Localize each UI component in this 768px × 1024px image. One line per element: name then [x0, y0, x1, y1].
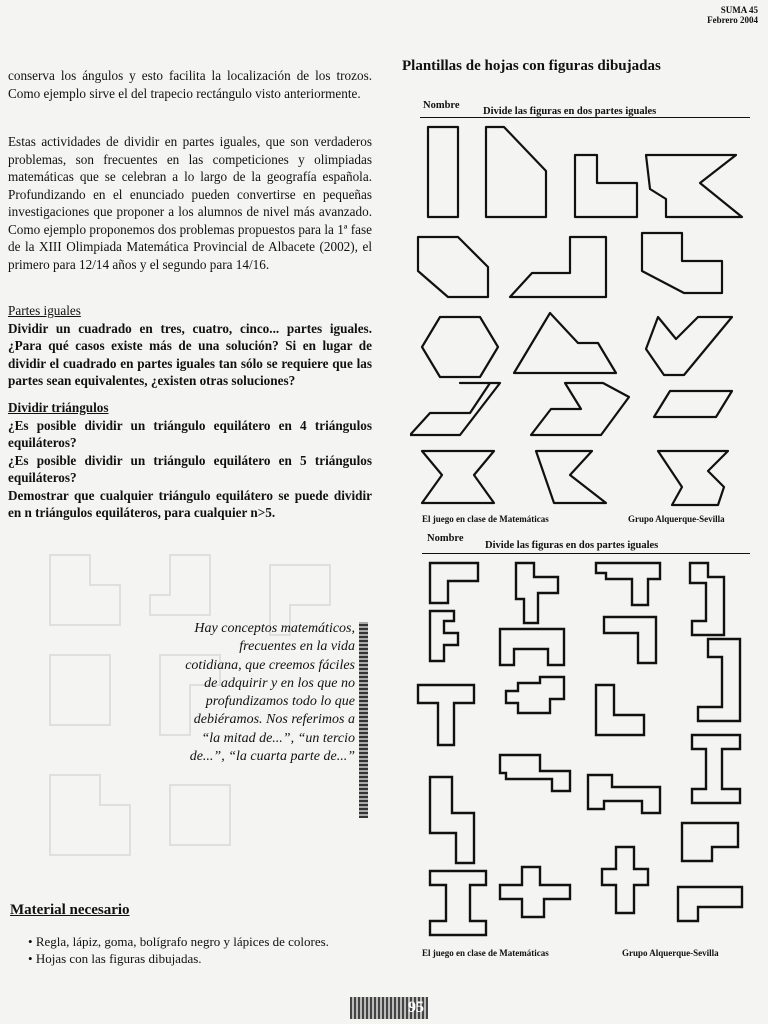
section-equal-parts	[8, 302, 372, 390]
figure-z-parallelogram	[646, 155, 742, 217]
material-list	[28, 933, 329, 967]
figure-hourglass-small	[658, 451, 728, 505]
sheet2-footer-left: El juego en clase de Matemáticas	[422, 948, 549, 958]
figure-parallelogram	[654, 391, 732, 417]
paragraph-2: Estas actividades de dividir en partes iguales, que son verdaderos problemas, son frecuentes en las competiciones y olimpiadas matemáticas que se celebran a lo largo de la geografía española. Profundizando en el enunciado pueden convertirse en pequeñas investigaciones que proponer a los alumnos de nivel más avanzado. Como ejemplo proponemos dos problemas propuestos para la 1ª fase de la XIII Olimpiada Matemática Provincial de Albacete (2002), el primero para 12/14 años y el segundo para 14/16.	[8, 134, 372, 272]
page-number: 95	[350, 997, 428, 1019]
sheet1-footer-left: El juego en clase de Matemáticas	[422, 514, 549, 524]
material-item: • Hojas con las figuras dibujadas.	[28, 950, 329, 967]
figure-l-parallelogram	[531, 383, 629, 435]
intro-paragraph	[8, 67, 372, 102]
material-item: • Regla, lápiz, goma, bolígrafo negro y lápices de colores.	[28, 933, 329, 950]
figure-triangle-square	[514, 313, 616, 373]
quote-bar	[359, 622, 368, 818]
figure-bolt	[536, 451, 606, 503]
sheet1-name-label: Nombre	[423, 100, 460, 111]
figure-trapezoid-step	[510, 237, 606, 297]
triangles-question-2: ¿Es posible dividir un triángulo equilátero en 5 triángulos equiláteros?	[8, 452, 372, 485]
pull-quote: Hay conceptos matemáticos, frecuentes en la vida cotidiana, que creemos fáciles de adquirir y en los que no profundizamos todo lo que debiéramos. Nos referimos a “la mitad de...”, “un tercio de...”, “la cuarta parte de...”	[185, 621, 355, 765]
equal-parts-text: Dividir un cuadrado en tres, cuatro, cinco... partes iguales. ¿Para qué casos existe más de una solución? Si en lugar de dividir el cuadrado en partes iguales tan sólo se requiere que las partes sean equivalentes, ¿existen otras soluciones?	[8, 320, 372, 388]
figure-trapezoid	[486, 127, 546, 217]
figure-parallelogram-step	[410, 383, 500, 435]
issue-date: Febrero 2004	[707, 15, 758, 25]
figure-hourglass	[422, 451, 494, 503]
journal-name: SUMA 45	[720, 5, 758, 15]
figure-l-shape	[575, 155, 637, 217]
sheet1-figures	[410, 115, 750, 510]
figure-v-shape	[646, 317, 732, 375]
sheet2-figures	[410, 555, 750, 945]
section-title-equal-parts: Partes iguales	[8, 303, 81, 318]
triangles-question-3: Demostrar que cualquier triángulo equilátero se puede dividir en n triángulos equiláteros, para cualquier n>5.	[8, 487, 372, 520]
running-header	[707, 5, 758, 25]
sheet2-name-label: Nombre	[427, 533, 464, 544]
figure-step-shape	[642, 233, 722, 293]
material-title: Material necesario	[10, 902, 130, 918]
sheet1-footer-right: Grupo Alquerque-Sevilla	[628, 514, 725, 524]
templates-title: Plantillas de hojas con figuras dibujadas	[402, 58, 661, 74]
section-title-triangles: Dividir triángulos	[8, 400, 109, 415]
sheet2-instruction: Divide las figuras en dos partes iguales	[485, 540, 659, 551]
triangles-question-1: ¿Es posible dividir un triángulo equilátero en 4 triángulos equiláteros?	[8, 417, 372, 450]
sheet2-rule	[422, 553, 750, 554]
sheet2-footer-right: Grupo Alquerque-Sevilla	[622, 948, 719, 958]
figure-hexagon	[422, 317, 498, 377]
paragraph-1: conserva los ángulos y esto facilita la localización de los trozos. Como ejemplo sirve el del trapecio rectángulo visto anteriormente.	[8, 68, 372, 101]
section-triangles	[8, 399, 372, 522]
figure-hexagon-cut	[418, 237, 488, 297]
figure-rectangle	[428, 127, 458, 217]
sheet1-instruction: Divide las figuras en dos partes iguales	[483, 106, 657, 117]
olympiad-paragraph	[8, 133, 372, 273]
